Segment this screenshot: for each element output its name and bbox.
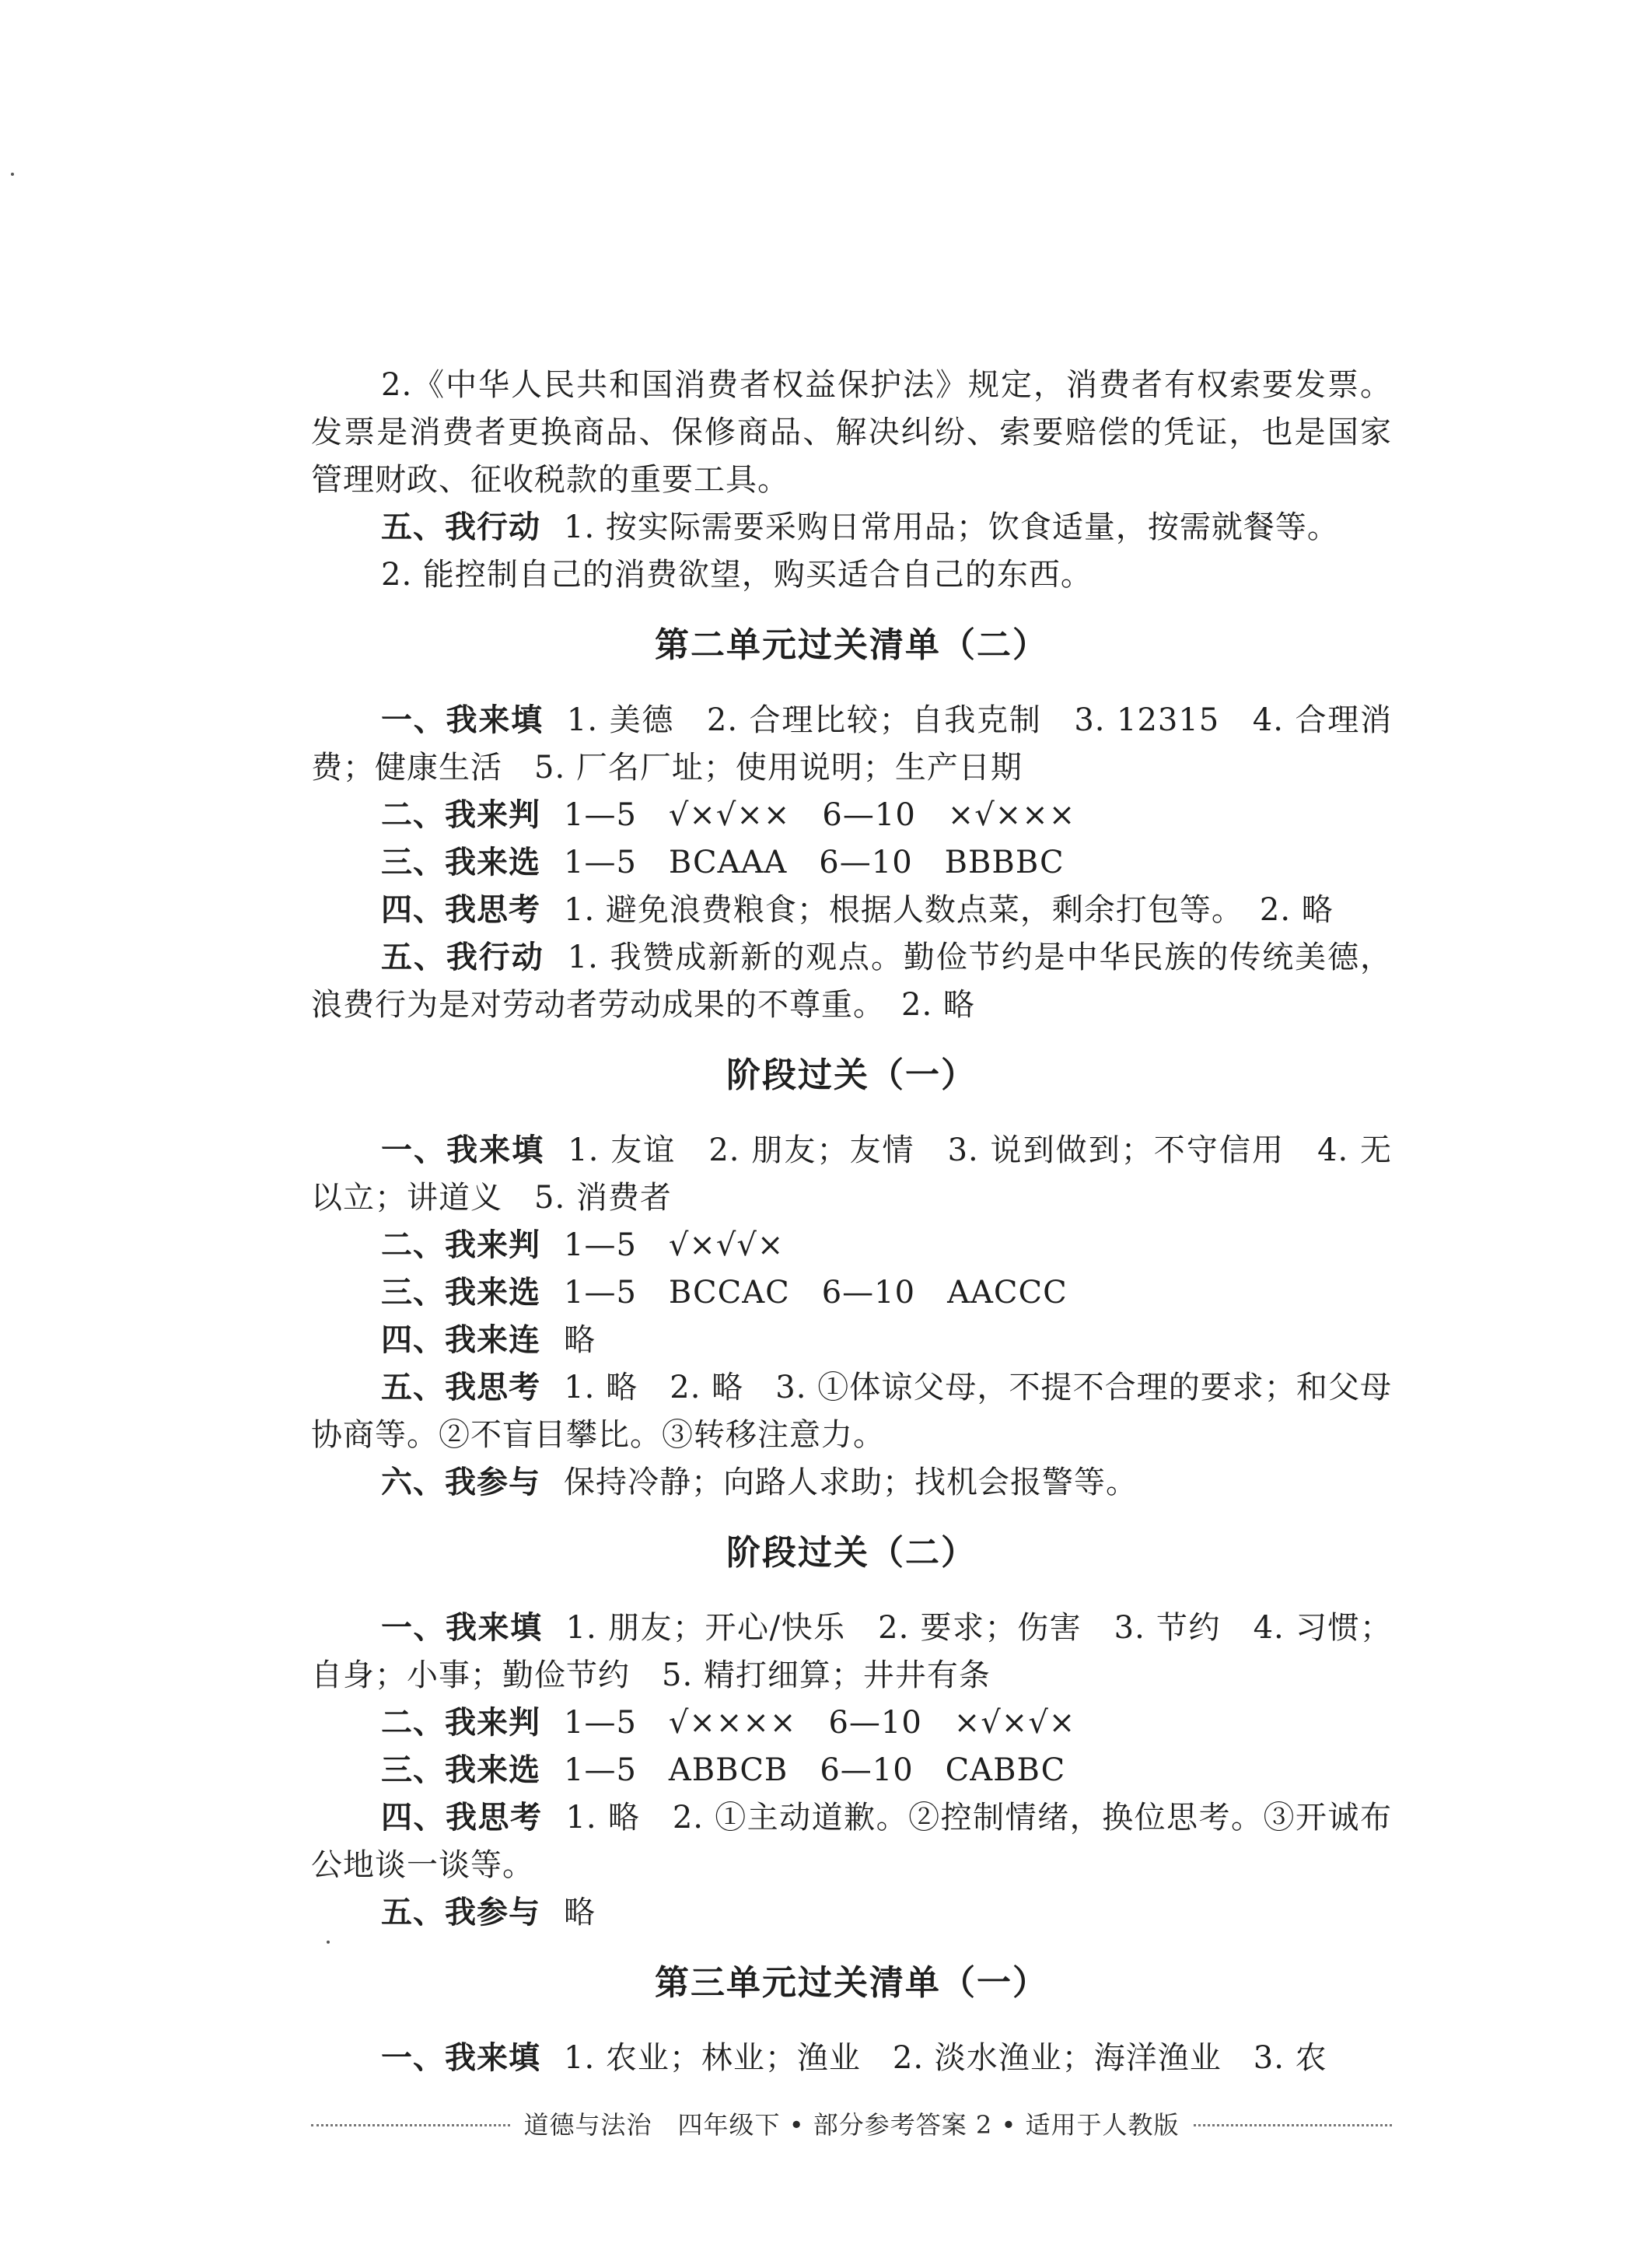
answer-text: 1. 美德 2. 合理比较；自我克制 3. 12315 4. 合理消费；健康生活 5. 厂名厂址；使用说明；生产日期 [311, 702, 1393, 786]
answer-text: 略 [564, 1895, 596, 1930]
section-title-stage1: 阶段过关（一） [726, 1055, 977, 1095]
section-title-unit2-part2: 第二单元过关清单（二） [655, 625, 1048, 665]
section-label: 二、我来判 [381, 797, 540, 833]
section-label: 四、我来连 [381, 1322, 540, 1358]
scan-speck [11, 173, 14, 176]
answer-row [311, 792, 1392, 839]
answer-row [311, 1127, 1392, 1222]
section-title-stage2: 阶段过关（二） [726, 1533, 977, 1573]
answer-row [311, 2035, 1392, 2082]
section-label: 四、我思考 [381, 892, 540, 928]
section-label: 五、我思考 [381, 1370, 541, 1405]
answer-text: 1. 按实际需要采购日常用品；饮食适量，按需就餐等。 [564, 509, 1339, 545]
section-label: 一、我来填 [381, 702, 544, 738]
footer-rule-right [1194, 2124, 1393, 2126]
answer-text: 1—5 BCAAA 6—10 BBBBC [564, 845, 1065, 880]
answer-text: 1—5 √×××× 6—10 ×√×√× [564, 1705, 1076, 1741]
section-label: 二、我来判 [381, 1227, 540, 1263]
answer-text: 1—5 √×√×× 6—10 ×√××× [564, 797, 1076, 833]
answer-text: 1—5 ABBCB 6—10 CABBC [564, 1752, 1066, 1788]
answer-row [311, 887, 1392, 934]
answer-text: 1. 略 2. 略 3. ①体谅父母，不提不合理的要求；和父母协商等。②不盲目攀比。③转移注意力。 [311, 1370, 1392, 1453]
answer-row [311, 1222, 1392, 1269]
answer-text: 1—5 √×√√× [564, 1227, 785, 1263]
section-label: 三、我来选 [381, 845, 540, 880]
answer-text: 1. 友谊 2. 朋友；友情 3. 说到做到；不守信用 4. 无以立；讲道义 5. 消费者 [311, 1132, 1392, 1216]
section-label: 一、我来填 [381, 1610, 543, 1646]
answer-row [311, 1317, 1392, 1364]
action-item-2: 2. 能控制自己的消费欲望，购买适合自己的东西。 [381, 557, 1093, 593]
answer-row [311, 697, 1392, 792]
answer-row [311, 1605, 1392, 1699]
section-label: 四、我思考 [381, 1800, 543, 1836]
section-label: 五、我参与 [381, 1895, 540, 1930]
answer-text: 保持冷静；向路人求助；找机会报警等。 [564, 1465, 1138, 1500]
section-label: 一、我来填 [381, 2040, 540, 2076]
section-label: 五、我行动 [381, 940, 544, 975]
answer-row [311, 1747, 1392, 1794]
answer-row [311, 1364, 1392, 1459]
answer-row [311, 1269, 1392, 1317]
section-label: 三、我来选 [381, 1275, 540, 1311]
answer-text: 1. 我赞成新新的观点。勤俭节约是中华民族的传统美德，浪费行为是对劳动者劳动成果的不尊重。 2. 略 [311, 940, 1393, 1023]
page-content [311, 362, 1392, 2082]
footer-rule-left [311, 2124, 510, 2126]
answer-row [311, 1699, 1392, 1747]
answer-text: 1. 朋友；开心/快乐 2. 要求；伤害 3. 节约 4. 习惯；自身；小事；勤俭节约 5. 精打细算；井井有条 [311, 1610, 1392, 1693]
answer-text: 略 [564, 1322, 596, 1358]
footer-text: 道德与法治 四年级下 • 部分参考答案 2 • 适用于人教版 [523, 2110, 1180, 2140]
answer-row [311, 839, 1392, 887]
answer-text: 1. 略 2. ①主动道歉。②控制情绪，换位思考。③开诚布公地谈一谈等。 [311, 1800, 1393, 1883]
section-label: 一、我来填 [381, 1132, 545, 1168]
consumer-law-paragraph: 2.《中华人民共和国消费者权益保护法》规定，消费者有权索要发票。发票是消费者更换商品、保修商品、解决纠纷、索要赔偿的凭证，也是国家管理财政、征收税款的重要工具。 [311, 367, 1392, 498]
section-label: 六、我参与 [381, 1465, 540, 1500]
answer-row [311, 934, 1392, 1029]
section-label: 五、我行动 [381, 509, 540, 545]
section-label: 三、我来选 [381, 1752, 540, 1788]
section-label: 二、我来判 [381, 1705, 540, 1741]
page-footer [311, 2106, 1392, 2144]
answer-text: 1. 农业；林业；渔业 2. 淡水渔业；海洋渔业 3. 农 [564, 2040, 1327, 2076]
answer-row [311, 1794, 1392, 1889]
answer-row [311, 1889, 1392, 1937]
answer-text: 1—5 BCCAC 6—10 AACCC [564, 1275, 1068, 1311]
answer-text: 1. 避免浪费粮食；根据人数点菜，剩余打包等。 2. 略 [564, 892, 1334, 928]
answer-row [311, 1459, 1392, 1507]
action-paragraph [311, 504, 1392, 551]
section-title-unit3-part1: 第三单元过关清单（一） [655, 1963, 1048, 2003]
